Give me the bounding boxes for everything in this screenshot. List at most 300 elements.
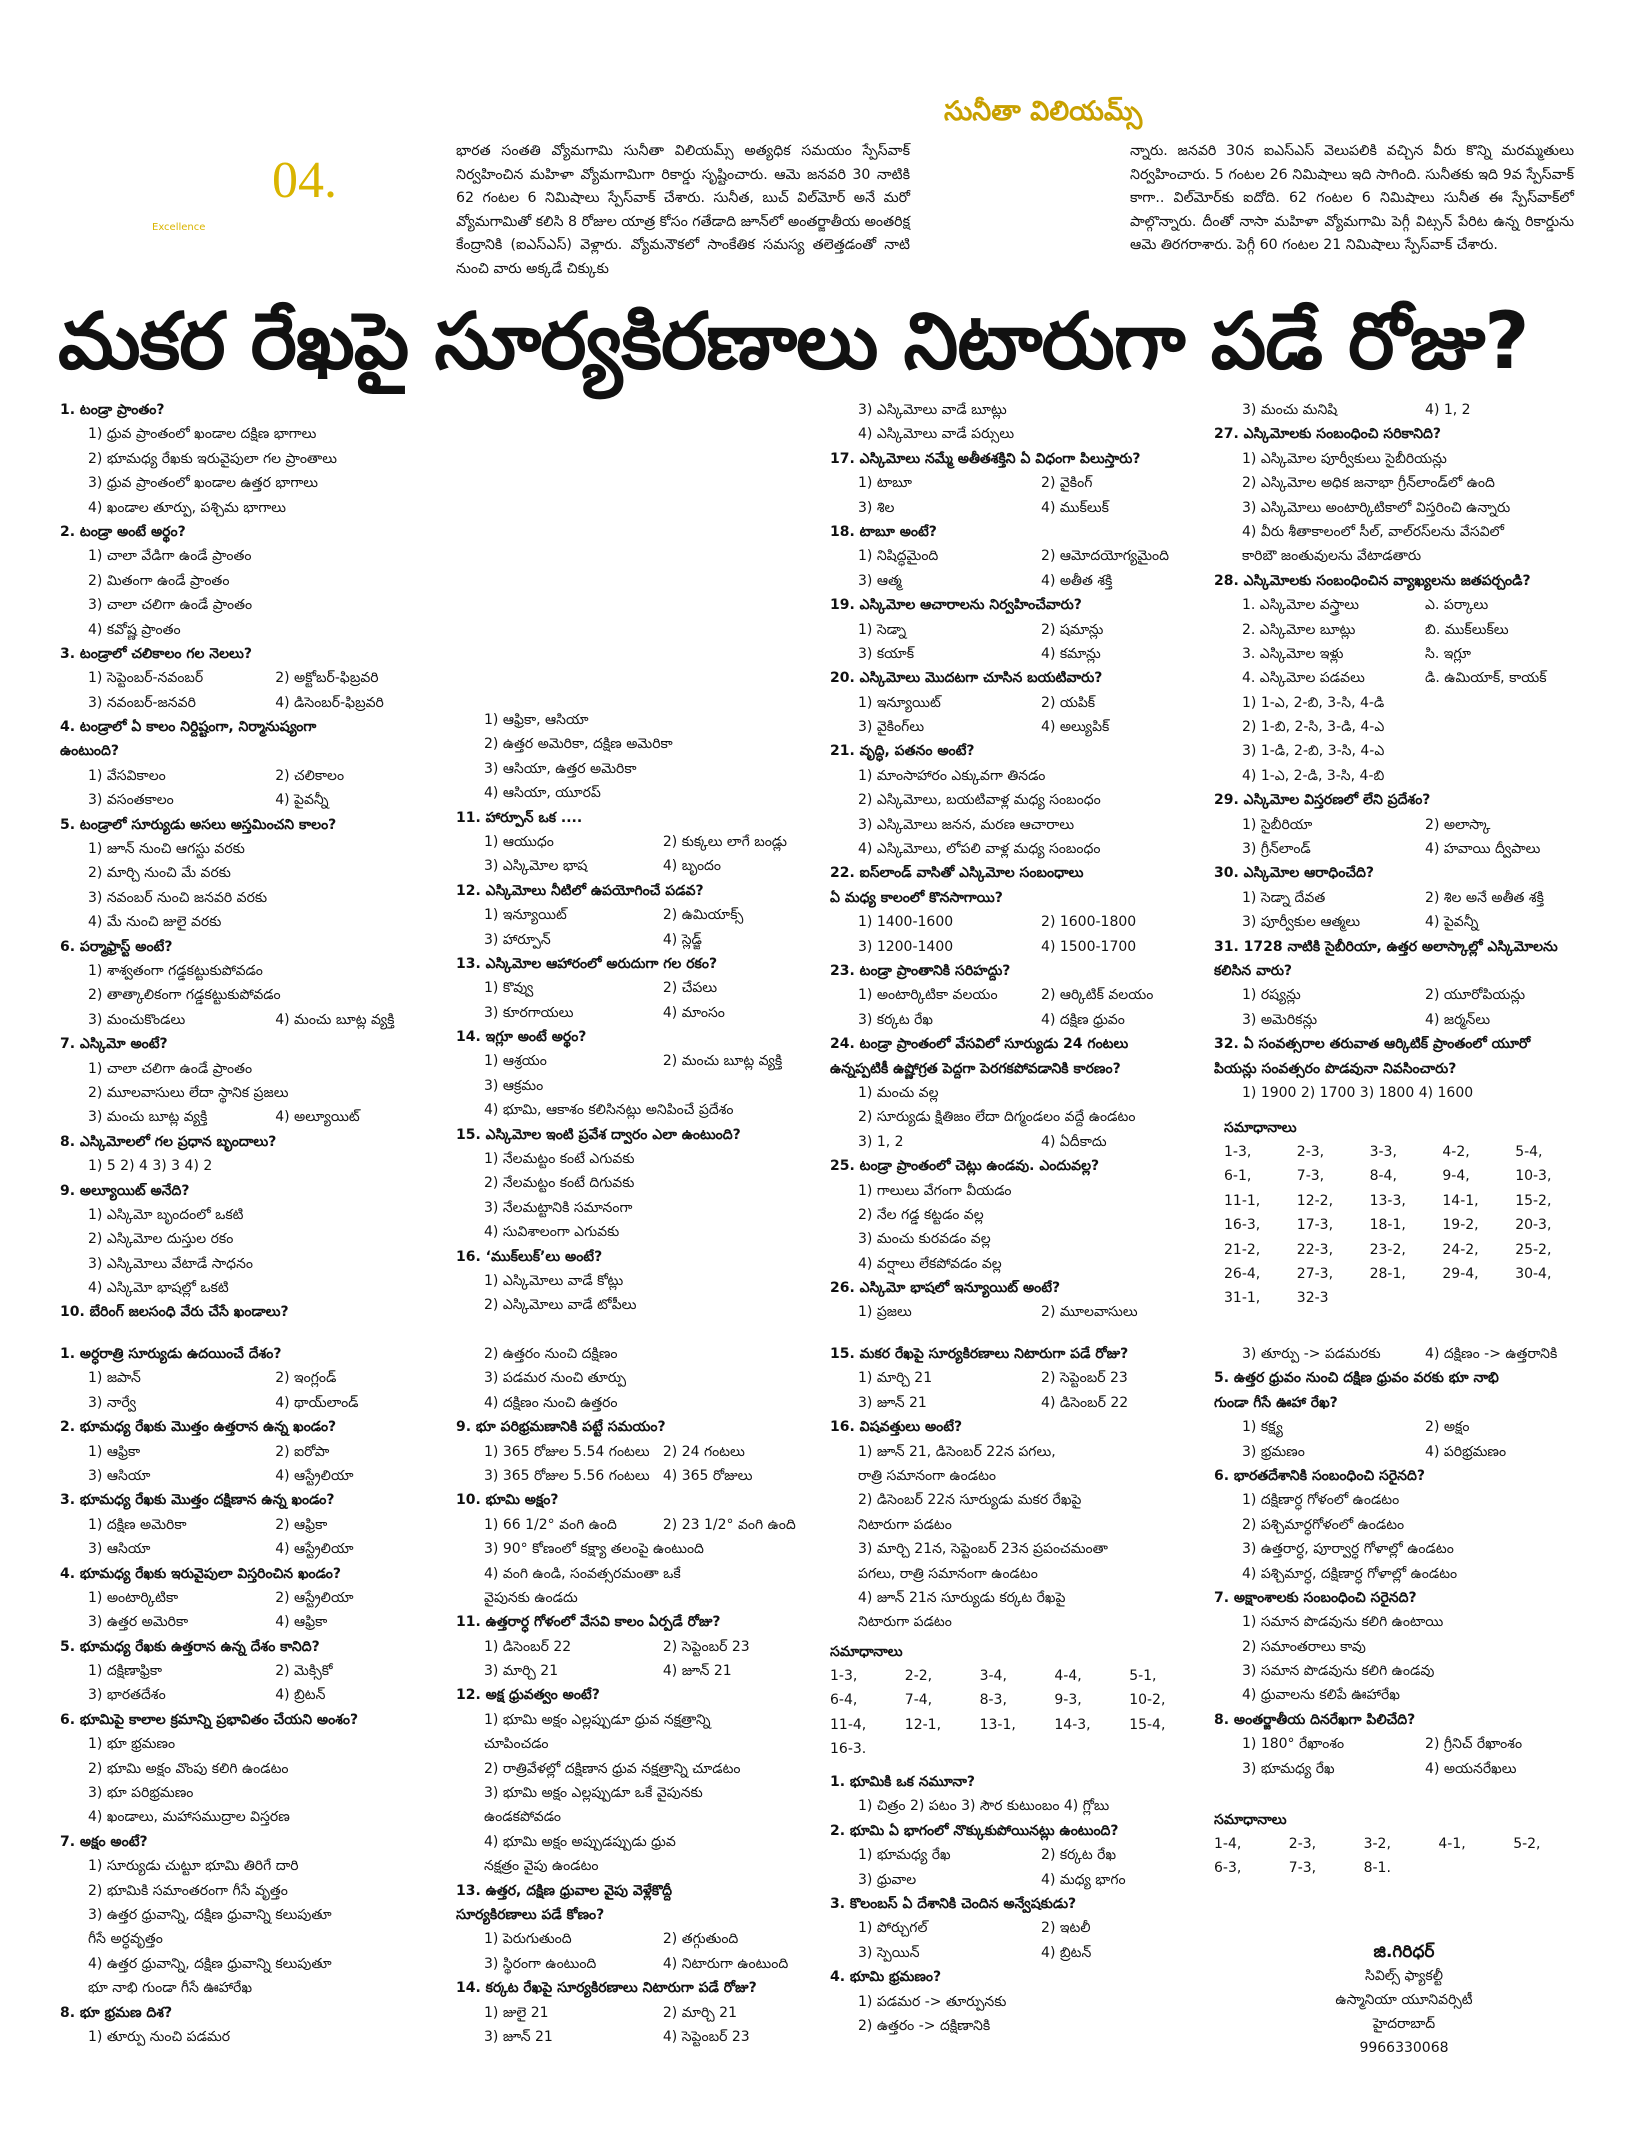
option-text: ఉండకపోవడం <box>484 1809 561 1826</box>
option-text: 4) అల్యుపిక్ <box>1041 719 1110 736</box>
option-row <box>1214 1008 1594 1032</box>
option-text: 3) శిల <box>858 499 895 516</box>
question-text: 3. భూమధ్య రేఖకు మొత్తం దక్షిణాన ఉన్న ఖండం? <box>60 1492 335 1509</box>
answer-item: 8-4, <box>1369 1168 1397 1185</box>
option-text: 1) పెరుగుతుంది <box>484 1931 572 1948</box>
option-text: 3) 1, 2 <box>858 1133 904 1150</box>
option-row <box>60 1366 448 1390</box>
option-text: 1) ఎస్కిమోలు వాడే కోట్లు <box>484 1272 624 1289</box>
author-role: సివిల్స్ ఫ్యాకల్టీ <box>1365 1968 1443 1984</box>
answer-item: 7-3, <box>1288 1860 1317 1877</box>
option-text: కారిబౌ జంతువులను వేటాడతారు <box>1242 548 1422 565</box>
answer-item: 16-3, <box>1224 1217 1261 1234</box>
option-row <box>1214 886 1594 910</box>
option-text: 2) ఇంగ్లండ్ <box>275 1370 337 1387</box>
option-text: 3) నేలమట్టానికి సమానంగా <box>484 1199 633 1216</box>
option-row <box>456 903 828 927</box>
question-column <box>1214 1342 1594 1781</box>
answer-item: 1-3, <box>1224 1144 1252 1160</box>
option-row <box>456 1952 828 1976</box>
option-text: 4) దక్షిణం -> ఉత్తరానికి <box>1425 1346 1558 1362</box>
option-text: 1) అంటార్కిటికా వలయం <box>858 987 998 1004</box>
option-text: 4) నిటారుగా ఉంటుంది <box>662 1955 789 1972</box>
answer-key <box>1214 1808 1584 1881</box>
option-row <box>1214 1732 1594 1756</box>
option-text: 1) ఎస్కిమోల పూర్వీకులు సైబీరియన్లు <box>1242 450 1447 467</box>
answer-item: 1-3, <box>830 1668 858 1684</box>
question-column <box>830 1342 1210 1635</box>
option-text: 4) హవాయి ద్వీపాలు <box>1425 841 1541 858</box>
question-text: 30. ఎస్కిమోల ఆరాధించేది? <box>1214 865 1375 882</box>
option-text: వైపునకు ఉండదు <box>484 1589 578 1606</box>
option-text: 3) పూర్వీకుల ఆత్మలు <box>1242 914 1361 931</box>
option-row <box>456 1440 828 1464</box>
answer-grid <box>830 1664 1200 1762</box>
option-row <box>456 830 828 854</box>
option-text: 3) గ్రీన్‌లాండ్ <box>1242 841 1311 858</box>
question-text: 8. ఎస్కిమోలలో గల ప్రధాన బృందాలు? <box>60 1133 277 1150</box>
answer-item: 11-1, <box>1224 1192 1261 1209</box>
option-text: 4) మే నుంచి జులై వరకు <box>88 914 222 931</box>
option-row <box>60 1537 448 1561</box>
option-text: ఎ. పర్కాలు <box>1425 597 1489 614</box>
option-text: 3) ఎస్కిమోలు వేటాడే సాధనం <box>88 1255 253 1272</box>
option-text: బి. ముక్‌లుక్‌లు <box>1425 621 1509 638</box>
question-text: 7. ఎస్కిమో అంటే? <box>60 1036 168 1053</box>
question-text: గుండా గీసే ఊహా రేఖ? <box>1214 1394 1338 1411</box>
option-text: 2) అలాస్కా <box>1425 816 1491 833</box>
option-text: 4) బ్రిటన్ <box>275 1687 326 1704</box>
option-row <box>1214 910 1594 934</box>
option-text: 1) 66 1/2° వంగి ఉంది <box>484 1516 617 1533</box>
option-row <box>1214 983 1594 1007</box>
option-text: నక్షత్రం వైపు ఉండటం <box>484 1858 599 1875</box>
option-text: 1) చాలా వేడిగా ఉండే ప్రాంతం <box>88 548 252 565</box>
question-text: 6. భూమిపై కాలాల క్రమాన్ని ప్రభావితం చేయని అంశం? <box>60 1711 359 1728</box>
option-text: 2) మార్చి నుంచి మే వరకు <box>88 865 231 882</box>
option-row <box>1214 666 1594 690</box>
question-column <box>1214 398 1594 1105</box>
option-text: 3) ఉత్తరార్ధ, పూర్వార్ధ గోళాల్లో ఉండటం <box>1242 1541 1454 1558</box>
option-text: 1) నిషిద్ధమైంది <box>858 548 939 565</box>
option-text: 3) ఆత్మ <box>858 572 902 589</box>
option-text: 1) మంచు వల్ల <box>858 1084 939 1101</box>
option-text: 4) ఆస్ట్రేలియా <box>275 1467 354 1484</box>
option-text: 1) ఆయుధం <box>484 833 554 850</box>
answer-item: 3-4, <box>979 1668 1007 1684</box>
option-text: 3) ధ్రువ ప్రాంతంలో ఖండాల ఉత్తర భాగాలు <box>88 475 318 492</box>
option-text: 2) చలికాలం <box>275 767 345 784</box>
option-text: 1) గాలులు వేగంగా వీయడం <box>858 1182 1012 1199</box>
answer-item: 19-2, <box>1442 1217 1479 1234</box>
option-text: 4) జూన్ 21 <box>662 1663 732 1680</box>
answer-item: 3-2, <box>1363 1836 1391 1852</box>
answer-key <box>830 1640 1200 1762</box>
option-text: 4. ఎస్కిమోల పడవలు <box>1242 670 1365 687</box>
answer-item: 9-4, <box>1442 1168 1470 1185</box>
question-text: సూర్యకిరణాలు పడే కోణం? <box>456 1906 605 1923</box>
answer-grid <box>1214 1832 1584 1881</box>
answers-title: సమాధానాలు <box>830 1644 903 1660</box>
question-text: 27. ఎస్కిమోలకు సంబంధించి సరికానిది? <box>1214 426 1442 443</box>
option-text: 3) మార్చి 21న, సెప్టెంబర్ 23న ప్రపంచమంతా <box>858 1541 1108 1558</box>
author-city: హైదరాబాద్ <box>1372 2016 1436 2032</box>
option-text: 3) కూరగాయలు <box>484 1004 574 1021</box>
answer-item: 5-1, <box>1129 1668 1157 1684</box>
answer-item: 24-2, <box>1442 1241 1479 1258</box>
option-text: 3) ఆక్రమం <box>484 1077 544 1094</box>
option-text: 3) భారతదేశం <box>88 1687 166 1704</box>
option-text: 1) రష్యన్లు <box>1242 987 1301 1004</box>
question-text: 22. ఐస్‌లాండ్ వాసితో ఎస్కిమోల సంబంధాలు <box>830 865 1084 882</box>
option-row <box>1214 398 1594 422</box>
option-text: 3) హార్పూన్ <box>484 931 551 948</box>
option-text: 2) మితంగా ఉండే ప్రాంతం <box>88 572 230 589</box>
option-text: 2) యపిక్ <box>1041 694 1096 711</box>
question-text: 2. భూమధ్య రేఖకు మొత్తం ఉత్తరాన ఉన్న ఖండం? <box>60 1419 337 1436</box>
question-text: 11. ఉత్తరార్ధ గోళంలో వేసవి కాలం ఏర్పడే రోజు? <box>456 1614 721 1631</box>
answer-item: 12-1, <box>904 1716 942 1733</box>
author-phone: 9966330068 <box>1359 2040 1449 2056</box>
option-text: 4) 1, 2 <box>1425 402 1471 418</box>
question-text: 5. భూమధ్య రేఖకు ఉత్తరాన ఉన్న దేశం కానిది? <box>60 1638 320 1655</box>
answer-item: 26-4, <box>1224 1266 1261 1283</box>
option-text: 4) భూమి, ఆకాశం కలిసినట్లు అనిపించే ప్రదేశం <box>484 1102 734 1119</box>
question-text: 15. ఎస్కిమోల ఇంటి ప్రవేశ ద్వారం ఎలా ఉంటుంది? <box>456 1126 741 1143</box>
option-text: 1) సెడ్నా <box>858 621 907 638</box>
option-text: 4) జర్మన్‌లు <box>1425 1011 1491 1028</box>
question-text: 16. ‘ముక్‌లుక్’లు అంటే? <box>456 1248 603 1265</box>
option-row <box>60 788 448 812</box>
option-text: 2) పశ్చిమార్ధగోళంలో ఉండటం <box>1242 1516 1405 1533</box>
option-text: 3) 1-డి, 2-బి, 3-సి, 4-ఎ <box>1242 743 1385 760</box>
option-text: 2) సమాంతరాలు కావు <box>1242 1638 1366 1655</box>
headline: మకర రేఖపై సూర్యకిరణాలు నిటారుగా పడే రోజు? <box>58 297 1529 387</box>
question-column <box>830 398 1210 1325</box>
option-row <box>60 1683 448 1707</box>
option-text: 4) 1500-1700 <box>1041 938 1137 955</box>
option-text: 2) మూలవాసులు <box>1041 1304 1138 1321</box>
question-text: 3. టండ్రాలో చలికాలం గల నెలలు? <box>60 645 252 662</box>
question-text: 31. 1728 నాటికి సైబీరియా, ఉత్తర అలాస్కాల్లో ఎస్కిమోలను <box>1214 938 1558 955</box>
news-paragraph-right: న్నారు. జనవరి 30న ఐఎస్‌ఎస్ వెలుపలికి వచ్చిన వీరు కొన్ని మరమ్మతులు నిర్వహించారు. 5 గంటల 26 నిమిషాలు ఇది సాగింది. సునీతకు ఇది 9వ స్పేస్‌వాక్ కాగా.. విల్‌మోర్‌కు ఐదోది. 62 గంటల 6 నిమిషాలు సునీత ఈ స్పేస్‌వాక్‌లో పాల్గొన్నారు. దీంతో నాసా మహిళా వ్యోమగామి పెగ్గీ విట్సన్ పేరిట ఉన్న రికార్డును ఆమె తిరగరాశారు. పెగ్గీ 60 గంటల 21 నిమిషాలు స్పేస్‌వాక్ చేశారు. <box>1130 143 1574 253</box>
question-text: 2. టండ్రా అంటే అర్థం? <box>60 523 186 540</box>
question-text: 4. టండ్రాలో ఏ కాలం నిర్దిష్టంగా, నిర్మానుష్యంగా <box>60 719 317 736</box>
option-text: 3) మంచుకొండలు <box>88 1011 186 1028</box>
option-text: 1) ఆఫ్రికా <box>88 1443 141 1460</box>
option-row <box>830 569 1210 593</box>
answer-item: 22-3, <box>1296 1241 1334 1258</box>
option-row <box>830 1843 1210 1867</box>
option-text: 1) ఇన్యూయిట్ <box>858 694 941 711</box>
option-text: 4) థాయ్‌లాండ్ <box>275 1394 359 1411</box>
option-row <box>60 1513 448 1537</box>
option-text: 2) నేల గడ్డ కట్టడం వల్ల <box>858 1206 984 1223</box>
option-row <box>1214 1415 1594 1439</box>
option-row <box>1214 837 1594 861</box>
option-text: 3) ధ్రువాల <box>858 1871 917 1888</box>
question-text: 23. టండ్రా ప్రాంతానికి సరిహద్దు? <box>830 962 1011 979</box>
option-text: 1) మాంసాహారం ఎక్కువగా తినడం <box>858 767 1046 784</box>
answer-item: 11-4, <box>830 1716 867 1733</box>
answer-item: 16-3. <box>830 1741 867 1758</box>
option-text: 1) భూమధ్య రేఖ <box>858 1847 951 1864</box>
option-row <box>60 1440 448 1464</box>
option-text: 1) దక్షిణార్ధ గోళంలో ఉండటం <box>1242 1492 1400 1509</box>
answer-item: 21-2, <box>1224 1241 1261 1258</box>
option-row <box>1214 1440 1594 1464</box>
option-row <box>456 976 828 1000</box>
option-text: 2) ఐరోపా <box>275 1443 330 1460</box>
option-text: 2) భూమి అక్షం వొంపు కలిగి ఉండటం <box>88 1760 289 1777</box>
question-text: 28. ఎస్కిమోలకు సంబంధించిన వ్యాఖ్యలను జతపర్చండి? <box>1214 572 1531 589</box>
answer-item: 1-4, <box>1214 1836 1242 1852</box>
option-row <box>1214 813 1594 837</box>
option-text: 4) మధ్య భాగం <box>1041 1871 1126 1888</box>
option-text: 1) దక్షిణ అమెరికా <box>88 1516 187 1533</box>
question-text: 10. భూమి అక్షం? <box>456 1492 559 1509</box>
option-row <box>456 1001 828 1025</box>
option-text: 3) స్థిరంగా ఉంటుంది <box>484 1955 597 1972</box>
question-text: 18. టాబూ అంటే? <box>830 523 937 540</box>
option-text: 1) ఆఫ్రికా, ఆసియా <box>484 712 589 728</box>
answer-item: 4-2, <box>1442 1144 1470 1160</box>
option-row <box>60 1610 448 1634</box>
question-text: 13. ఎస్కిమోల ఆహారంలో అరుదుగా గల రకం? <box>456 955 718 972</box>
option-row <box>830 1868 1210 1892</box>
answer-key <box>1214 1116 1584 1311</box>
option-text: 3) మార్చి 21 <box>484 1663 559 1680</box>
answer-item: 6-3, <box>1214 1860 1242 1877</box>
option-row <box>456 1513 828 1537</box>
news-item-title: సునీతా విలియమ్స్ <box>944 96 1143 127</box>
answer-item: 5-2, <box>1513 1836 1541 1852</box>
option-text: 4) 365 రోజులు <box>662 1467 753 1484</box>
answer-item: 20-3, <box>1515 1217 1552 1234</box>
option-text: 4) భూమి అక్షం అప్పుడప్పుడు ధ్రువ <box>484 1833 676 1850</box>
option-text: 3) ఎస్కిమోలు వాడే బూట్లు <box>858 402 1007 418</box>
option-text: 1) టాబూ <box>858 475 912 492</box>
option-text: 1) చాలా చలిగా ఉండే ప్రాంతం <box>88 1060 253 1077</box>
question-column <box>456 708 828 1318</box>
option-row <box>830 1008 1210 1032</box>
option-text: 2) నేలమట్టం కంటే దిగువకు <box>484 1175 635 1192</box>
question-text: 12. ఎస్కిమోలు నీటిలో ఉపయోగించే పడవ? <box>456 882 704 899</box>
option-text: 3) వైకింగ్‌లు <box>858 719 925 736</box>
author-name: జి.గిరిధర్ <box>1373 1942 1435 1962</box>
answer-grid <box>1214 1140 1584 1311</box>
option-text: నిటారుగా పడటం <box>858 1516 952 1533</box>
option-text: 2) భూమధ్య రేఖకు ఇరువైపులా గల ప్రాంతాలు <box>88 450 337 467</box>
answer-item: 27-3, <box>1296 1266 1334 1283</box>
question-text: ఉంటుంది? <box>60 743 120 760</box>
option-text: 2) ఎస్కిమోలు వాడే టోపీలు <box>484 1297 637 1314</box>
answer-item: 5-4, <box>1515 1144 1543 1160</box>
answer-item: 25-2, <box>1515 1241 1552 1258</box>
question-text: 1. భూమికి ఒక నమూనా? <box>830 1774 975 1790</box>
question-text: 6. పర్మాఫ్రాస్ట్ అంటే? <box>60 938 173 955</box>
option-text: 1) జూన్ 21, డిసెంబర్ 22న పగలు, <box>858 1443 1056 1460</box>
question-column <box>60 398 448 1325</box>
option-text: 3) భూమి అక్షం ఎల్లప్పుడూ ఒకే వైపునకు <box>484 1785 703 1802</box>
question-text: 12. అక్ష ధ్రువత్వం అంటే? <box>456 1687 600 1704</box>
option-text: చూపించడం <box>484 1736 549 1753</box>
option-text: 3) 365 రోజుల 5.56 గంటలు <box>484 1467 650 1484</box>
option-text: 1) భూమి అక్షం ఎల్లప్పుడూ ధ్రువ నక్షత్రాన్ని <box>484 1711 711 1728</box>
option-text: 4) అతీత శక్తి <box>1041 572 1113 589</box>
question-text: ఏ మధ్య కాలంలో కొనసాగాయి? <box>830 889 1003 906</box>
option-text: 1) 1900 2) 1700 3) 1800 4) 1600 <box>1242 1084 1474 1101</box>
answer-item: 9-3, <box>1054 1692 1082 1709</box>
option-text: 3) నార్వే <box>88 1394 137 1411</box>
option-text: 4) పరిభ్రమణం <box>1425 1443 1507 1460</box>
option-text: 4) ధ్రువాలను కలిపే ఊహారేఖ <box>1242 1687 1400 1704</box>
option-text: 4) వీరు శీతాకాలంలో సీల్, వాల్‌రస్‌లను వేసవిలో <box>1242 523 1505 540</box>
option-text: 3) మంచు కురవడం వల్ల <box>858 1231 991 1248</box>
option-row <box>60 1586 448 1610</box>
question-text: 14. కర్కట రేఖపై సూర్యకిరణాలు నిటారుగా పడే రోజు? <box>456 1980 757 1997</box>
option-text: 2) అక్షం <box>1425 1419 1470 1436</box>
option-text: 1) ఇన్యూయిట్ <box>484 907 567 924</box>
option-row <box>830 715 1210 739</box>
option-row <box>830 935 1210 959</box>
option-text: 2) ఉత్తరం -> దక్షిణానికి <box>858 2017 991 2034</box>
option-text: 4) కమాన్లు <box>1041 645 1101 662</box>
option-text: 2) 1600-1800 <box>1041 914 1137 931</box>
option-row <box>830 1130 1210 1154</box>
question-text: 3. కొలంబస్ ఏ దేశానికి చెందిన అన్వేషకుడు? <box>830 1895 1077 1912</box>
option-text: 4) స్లెడ్జ్ <box>662 931 702 948</box>
question-text: 20. ఎస్కిమోలు మొదటగా చూసిన బయటివారు? <box>830 670 1103 687</box>
option-text: 4) మాంసం <box>662 1004 725 1021</box>
option-text: 2. ఎస్కిమోల బూట్లు <box>1242 621 1356 638</box>
option-text: 2) ఉత్తర అమెరికా, దక్షిణ అమెరికా <box>484 736 673 753</box>
option-text: 1) సమాన పొడవును కలిగి ఉంటాయి <box>1242 1614 1444 1631</box>
question-text: 11. హార్పూన్ ఒక .... <box>456 809 583 826</box>
option-text: 3) 90° కోణంలో కక్ష్యా తలంపై ఉంటుంది <box>484 1541 704 1558</box>
answer-item: 6-1, <box>1224 1168 1252 1185</box>
question-column <box>456 1342 828 2049</box>
option-row <box>60 1659 448 1683</box>
option-row <box>60 1105 448 1129</box>
option-row <box>60 1391 448 1415</box>
option-row <box>830 1366 1210 1390</box>
option-row <box>830 642 1210 666</box>
option-text: 2) సూర్యుడు క్షితిజం లేదా దిగ్మండలం వద్దే ఉండటం <box>858 1109 1136 1126</box>
option-text: 1) డిసెంబర్ 22 <box>484 1638 572 1655</box>
option-text: 4) పశ్చిమార్ధ, దక్షిణార్ధ గోళాల్లో ఉండటం <box>1242 1565 1458 1582</box>
option-text: 4) డిసెంబర్-ఫిబ్రవరి <box>275 694 384 711</box>
option-text: 4) వంగి ఉండి, సంవత్సరమంతా ఒకే <box>484 1565 681 1582</box>
option-text: నిటారుగా పడటం <box>858 1614 952 1631</box>
question-text: 9. అల్యూయిట్ అనేది? <box>60 1182 190 1199</box>
option-text: 4) పైవన్నీ <box>275 792 329 809</box>
option-text: 4) ఆస్ట్రేలియా <box>275 1541 354 1558</box>
question-text: 6. భారతదేశానికి సంబంధించి సరైనది? <box>1214 1467 1426 1484</box>
option-text: 3) జూన్ 21 <box>484 2028 553 2045</box>
option-row <box>830 618 1210 642</box>
option-text: 1) ఆశ్రయం <box>484 1053 547 1070</box>
option-row <box>830 691 1210 715</box>
option-text: 1) అంటార్కిటికా <box>88 1589 179 1606</box>
option-row <box>830 496 1210 520</box>
option-text: 1) ధ్రువ ప్రాంతంలో ఖండాల దక్షిణ భాగాలు <box>88 426 317 443</box>
option-row <box>456 854 828 878</box>
question-text: 14. ఇగ్లూ అంటే అర్థం? <box>456 1029 587 1046</box>
option-row <box>830 910 1210 934</box>
question-text: 24. టండ్రా ప్రాంతంలో వేసవిలో సూర్యుడు 24 గంటలు <box>830 1036 1129 1053</box>
option-text: 2) ఉత్తరం నుంచి దక్షిణం <box>484 1346 618 1362</box>
answer-item: 32-3 <box>1296 1290 1329 1307</box>
option-text: 2) వైకింగ్ <box>1041 475 1093 492</box>
option-text: గీసే అర్ధవృత్తం <box>88 1931 163 1948</box>
option-text: 2) తాత్కాలికంగా గడ్డకట్టుకుపోవడం <box>88 987 281 1004</box>
option-text: 4) మంచు బూట్ల వ్యక్తి <box>275 1011 395 1028</box>
option-row <box>60 666 448 690</box>
option-text: 2) కుక్కలు లాగే బండ్లు <box>662 833 787 850</box>
page-number: 04. <box>272 152 337 209</box>
option-text: 1) జూన్ నుంచి ఆగస్టు వరకు <box>88 841 245 858</box>
answer-item: 14-1, <box>1442 1192 1479 1209</box>
option-text: 1) సైబీరియా <box>1242 816 1313 833</box>
answer-item: 15-2, <box>1515 1192 1552 1209</box>
option-text: 3) తూర్పు -> పడమరకు <box>1242 1346 1381 1362</box>
option-text: 2) 24 గంటలు <box>662 1443 745 1460</box>
option-text: 4) పైవన్నీ <box>1425 914 1479 931</box>
question-text: 32. ఏ సంవత్సరాల తరువాత ఆర్కిటిక్ ప్రాంతంలో యూరో <box>1214 1036 1531 1053</box>
answer-item: 14-3, <box>1054 1716 1091 1733</box>
answer-item: 2-3, <box>1296 1144 1325 1160</box>
option-row <box>60 1464 448 1488</box>
option-text: 2) గ్రీనిచ్ రేఖాంశం <box>1425 1736 1523 1753</box>
option-text: 3) భూమధ్య రేఖ <box>1242 1760 1335 1777</box>
option-text: 4) ఖండాలు, మహాసముద్రాల విస్తరణ <box>88 1809 290 1826</box>
option-row <box>830 983 1210 1007</box>
option-text: 3) ఆసియా <box>88 1467 151 1484</box>
option-text: 1) నేలమట్టం కంటే ఎగువకు <box>484 1151 635 1168</box>
author-org: ఉస్మానియా యూనివర్సిటీ <box>1335 1992 1473 2008</box>
option-row <box>60 1008 448 1032</box>
option-text: 4) ఎస్కిమో భాషల్లో ఒకటి <box>88 1280 229 1297</box>
option-text: 4) బ్రిటన్ <box>1041 1944 1092 1961</box>
option-text: 1) కక్ష్య <box>1242 1419 1283 1436</box>
answer-item: 13-3, <box>1369 1192 1406 1209</box>
answer-item: 29-4, <box>1442 1266 1479 1283</box>
option-row <box>60 764 448 788</box>
answers-title: సమాధానాలు <box>1214 1812 1287 1828</box>
option-text: 4) జూన్ 21న సూర్యుడు కర్కట రేఖపై <box>858 1589 1066 1606</box>
option-text: డి. ఉమియాక్, కాయక్ <box>1425 670 1547 687</box>
option-text: 4) వర్షాలు లేకపోవడం వల్ల <box>858 1255 1002 1272</box>
option-text: 2) మార్చి 21 <box>662 2004 737 2021</box>
option-text: 1) జులై 21 <box>484 2004 549 2021</box>
option-text: 2) 23 1/2° వంగి ఉంది <box>662 1516 796 1533</box>
option-text: 1) ఎస్కిమో బృందంలో ఒకటి <box>88 1206 244 1223</box>
answer-item: 30-4, <box>1515 1266 1552 1283</box>
answer-item: 15-4, <box>1129 1716 1166 1733</box>
option-text: 2) 1-బి, 2-సి, 3-డి, 4-ఎ <box>1242 719 1385 736</box>
option-text: 2) మూలవాసులు లేదా స్థానిక ప్రజలు <box>88 1084 289 1101</box>
question-text: 17. ఎస్కిమోలు నమ్మే అతీతశక్తిని ఏ విధంగా పిలుస్తారు? <box>830 450 1141 467</box>
option-text: 2) ఉమియాక్స్ <box>662 907 744 924</box>
answer-item: 12-2, <box>1296 1192 1334 1209</box>
option-text: 4) దక్షిణం నుంచి ఉత్తరం <box>484 1394 618 1411</box>
option-text: 4) సెప్టెంబర్ 23 <box>662 2028 750 2045</box>
answer-item: 10-2, <box>1129 1692 1166 1709</box>
option-text: పగలు, రాత్రి సమానంగా ఉండటం <box>858 1565 1038 1582</box>
answer-item: 28-1, <box>1369 1266 1406 1283</box>
answer-item: 7-3, <box>1296 1168 1325 1185</box>
